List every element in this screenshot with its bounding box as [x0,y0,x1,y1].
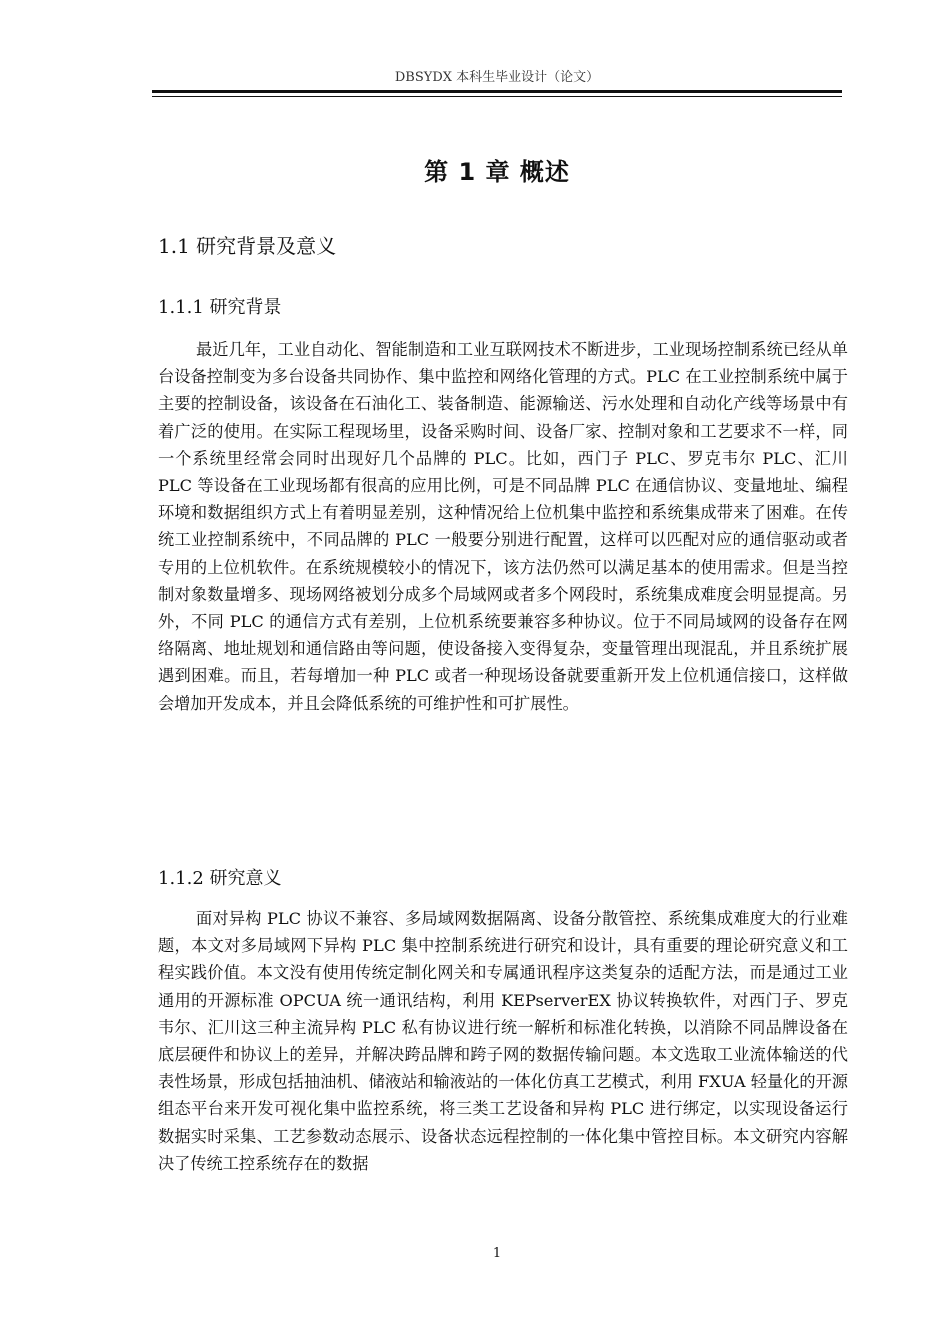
subsection-heading-1-1-2: 1.1.2 研究意义 [158,868,282,889]
subsection-heading-1-1-1: 1.1.1 研究背景 [158,297,282,318]
header-rule-thin [152,96,842,97]
page-number: 1 [492,1246,502,1261]
header-rule-thick [152,90,842,93]
paragraph-research-significance: 面对异构 PLC 协议不兼容、多局域网数据隔离、设备分散管控、系统集成难度大的行业难题，本文对多局域网下异构 PLC 集中控制系统进行研究和设计，具有重要的理论研究意义和工程实践价值。本文没有使用传统定制化网关和专属通讯程序这类复杂的适配方法，而是通过工业通用的开源标准 OPCUA 统一通讯结构，利用 KEPserverEX 协议转换软件，对西门子、罗克韦尔、汇川这三种主流异构 PLC 私有协议进行统一解析和标准化转换，以消除不同品牌设备在底层硬件和协议上的差异，并解决跨品牌和跨子网的数据传输问题。本文选取工业流体输送的代表性场景，形成包括抽油机、储液站和输液站的一体化仿真工艺模式，利用 FXUA 轻量化的开源组态平台来开发可视化集中监控系统，将三类工艺设备和异构 PLC 进行绑定，以实现设备运行数据实时采集、工艺参数动态展示、设备状态远程控制的一体化集中管控目标。本文研究内容解决了传统工控系统存在的数据 [158,909,848,1173]
chapter-title: 第 1 章 概述 [424,158,570,186]
running-header: DBSYDX 本科生毕业设计（论文） [394,70,600,85]
paragraph-research-background: 最近几年，工业自动化、智能制造和工业互联网技术不断进步，工业现场控制系统已经从单台设备控制变为多台设备共同协作、集中监控和网络化管理的方式。PLC 在工业控制系统中属于主要的控制设备，该设备在石油化工、装备制造、能源输送、污水处理和自动化产线等场景中有着广泛的使用。在实际工程现场里，设备采购时间、设备厂家、控制对象和工艺要求不一样，同一个系统里经常会同时出现好几个品牌的 PLC。比如，西门子 PLC、罗克韦尔 PLC、汇川 PLC 等设备在工业现场都有很高的应用比例，可是不同品牌 PLC 在通信协议、变量地址、编程环境和数据组织方式上有着明显差别，这种情况给上位机集中监控和系统集成带来了困难。在传统工业控制系统中，不同品牌的 PLC 一般要分别进行配置，这样可以匹配对应的通信驱动或者专用的上位机软件。在系统规模较小的情况下，该方法仍然可以满足基本的使用需求。但是当控制对象数量增多、现场网络被划分成多个局域网或者多个网段时，系统集成难度会明显提高。另外，不同 PLC 的通信方式有差别，上位机系统要兼容多种协议。位于不同局域网的设备存在网络隔离、地址规划和通信路由等问题，使设备接入变得复杂，变量管理出现混乱，并且系统扩展遇到困难。而且，若每增加一种 PLC 或者一种现场设备就要重新开发上位机通信接口，这样做会增加开发成本，并且会降低系统的可维护性和可扩展性。 [158,340,848,713]
section-heading-1-1: 1.1 研究背景及意义 [158,234,337,258]
